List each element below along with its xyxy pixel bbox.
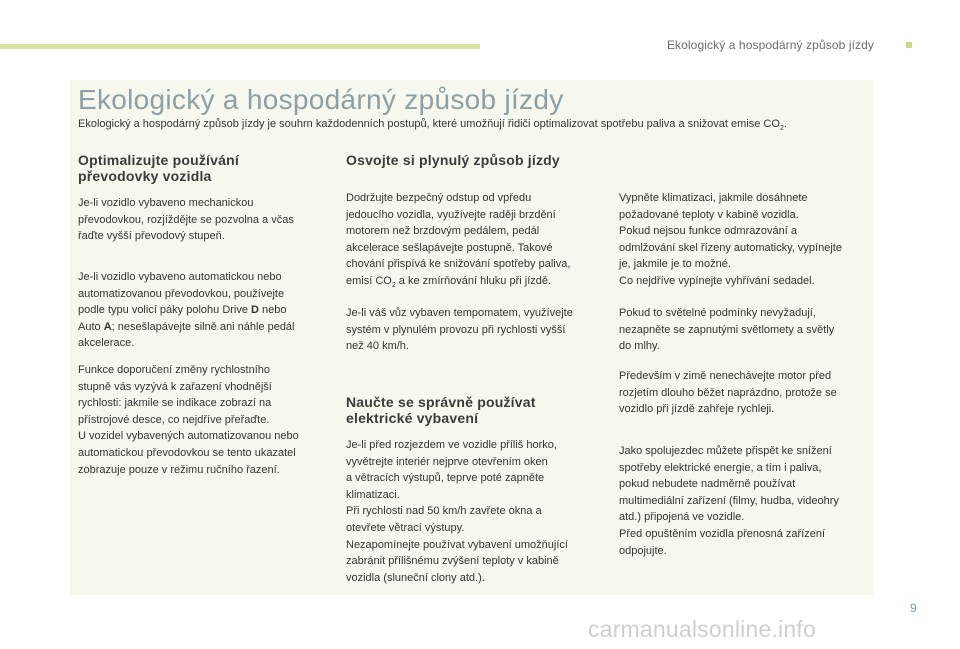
watermark-text: carmanualsonline.info (588, 616, 816, 642)
paragraph-safe-distance: Dodržujte bezpečný odstup od vpředu jedoucího vozidla, využívejte raději brzdění motorem než brzdovým pedálem, pedál akcelerace sešlapávejte postupně. Takové chování přispívá ke snižování spotřeby paliva, emisí $CO_2$ a ke zmírňování hluku při jízdě. (346, 192, 571, 290)
section-title-gearbox: Optimalizujte používání převodovky vozidla (78, 152, 239, 184)
page-number: 9 (910, 601, 917, 615)
running-header-title: Ekologický a hospodárný způsob jízdy (666, 38, 874, 52)
paragraph-automatic-gearbox: Je-li vozidlo vybaveno automatickou nebo automatizovanou převodovkou, používejte podle typu volicí páky polohu Drive D nebo Auto A; nesešlapávejte silně ani náhle pedál akcelerace. (78, 271, 295, 350)
paragraph-engine-idle: Především v zimě nenechávejte motor před rozjetím dlouho běžet naprázdno, protože se vozidlo při jízdě zahřeje rychleji. (619, 370, 837, 416)
paragraph-lights: Pokud to světelné podmínky nevyžadují, nezapněte se zapnutými světlomety a světly do mlhy. (619, 307, 835, 353)
paragraph-passenger-devices: Jako spolujezdec můžete přispět ke snížení spotřeby elektrické energie, a tím i paliva, pokud nebudete nadměrně používat multimediální zařízení (filmy, hudba, videohry atd.) připojená ve vozidle. Před opuštěním vozidla přenosná zařízení odpojujte. (619, 445, 839, 557)
header-square-marker (906, 42, 912, 48)
paragraph-ventilation: Je-li před rozjezdem ve vozidle příliš horko, vyvětrejte interiér nejprve otevřením oken a větracích výstupů, teprve poté zapněte klimatizaci. Při rychlosti nad 50 km/h zavřete okna a otevřete větrací výstupy. Nezapomínejte používat vybavení umožňující zabránit přílišnému zvýšení teploty v kabině vozidla (sluneční clony atd.). (346, 439, 568, 584)
paragraph-cruise-control: Je-li váš vůz vybaven tempomatem, využívejte systém v plynulém provozu při rychlosti vyšší než 40 km/h. (346, 307, 573, 353)
section-title-smooth-driving: Osvojte si plynulý způsob jízdy (346, 152, 560, 168)
paragraph-air-conditioning: Vypněte klimatizaci, jakmile dosáhnete požadované teploty v kabině vozidla. Pokud nejsou funkce odmrazování a odmlžování skel řízeny automaticky, vypínejte je, jakmile je to možné. Co nejdříve vypínejte vyhřívání sedadel. (619, 192, 842, 287)
intro-paragraph: Ekologický a hospodárný způsob jízdy je souhrn každodenních postupů, které umožňují řidiči optimalizovat spotřebu paliva a snižovat emise $CO_2$. (78, 118, 787, 133)
paragraph-gear-shift-indicator: Funkce doporučení změny rychlostního stupně vás vyzývá k zařazení vhodnější rychlosti: jakmile se indikace zobrazí na přístrojové desce, co nejdříve přeřaďte. U vozidel vybavených automatizovanou nebo automatickou převodovkou se tento ukazatel zobrazuje pouze v režimu ručního řazení. (78, 364, 299, 476)
header-accent-bar (0, 44, 480, 49)
page-title: Ekologický a hospodárný způsob jízdy (78, 84, 564, 115)
section-title-electrical-equipment: Naučte se správně používat elektrické vybavení (346, 394, 536, 426)
paragraph-manual-gearbox: Je-li vozidlo vybaveno mechanickou převodovkou, rozjíždějte se pozvolna a včas řaďte vyšší převodový stupeň. (78, 197, 294, 243)
